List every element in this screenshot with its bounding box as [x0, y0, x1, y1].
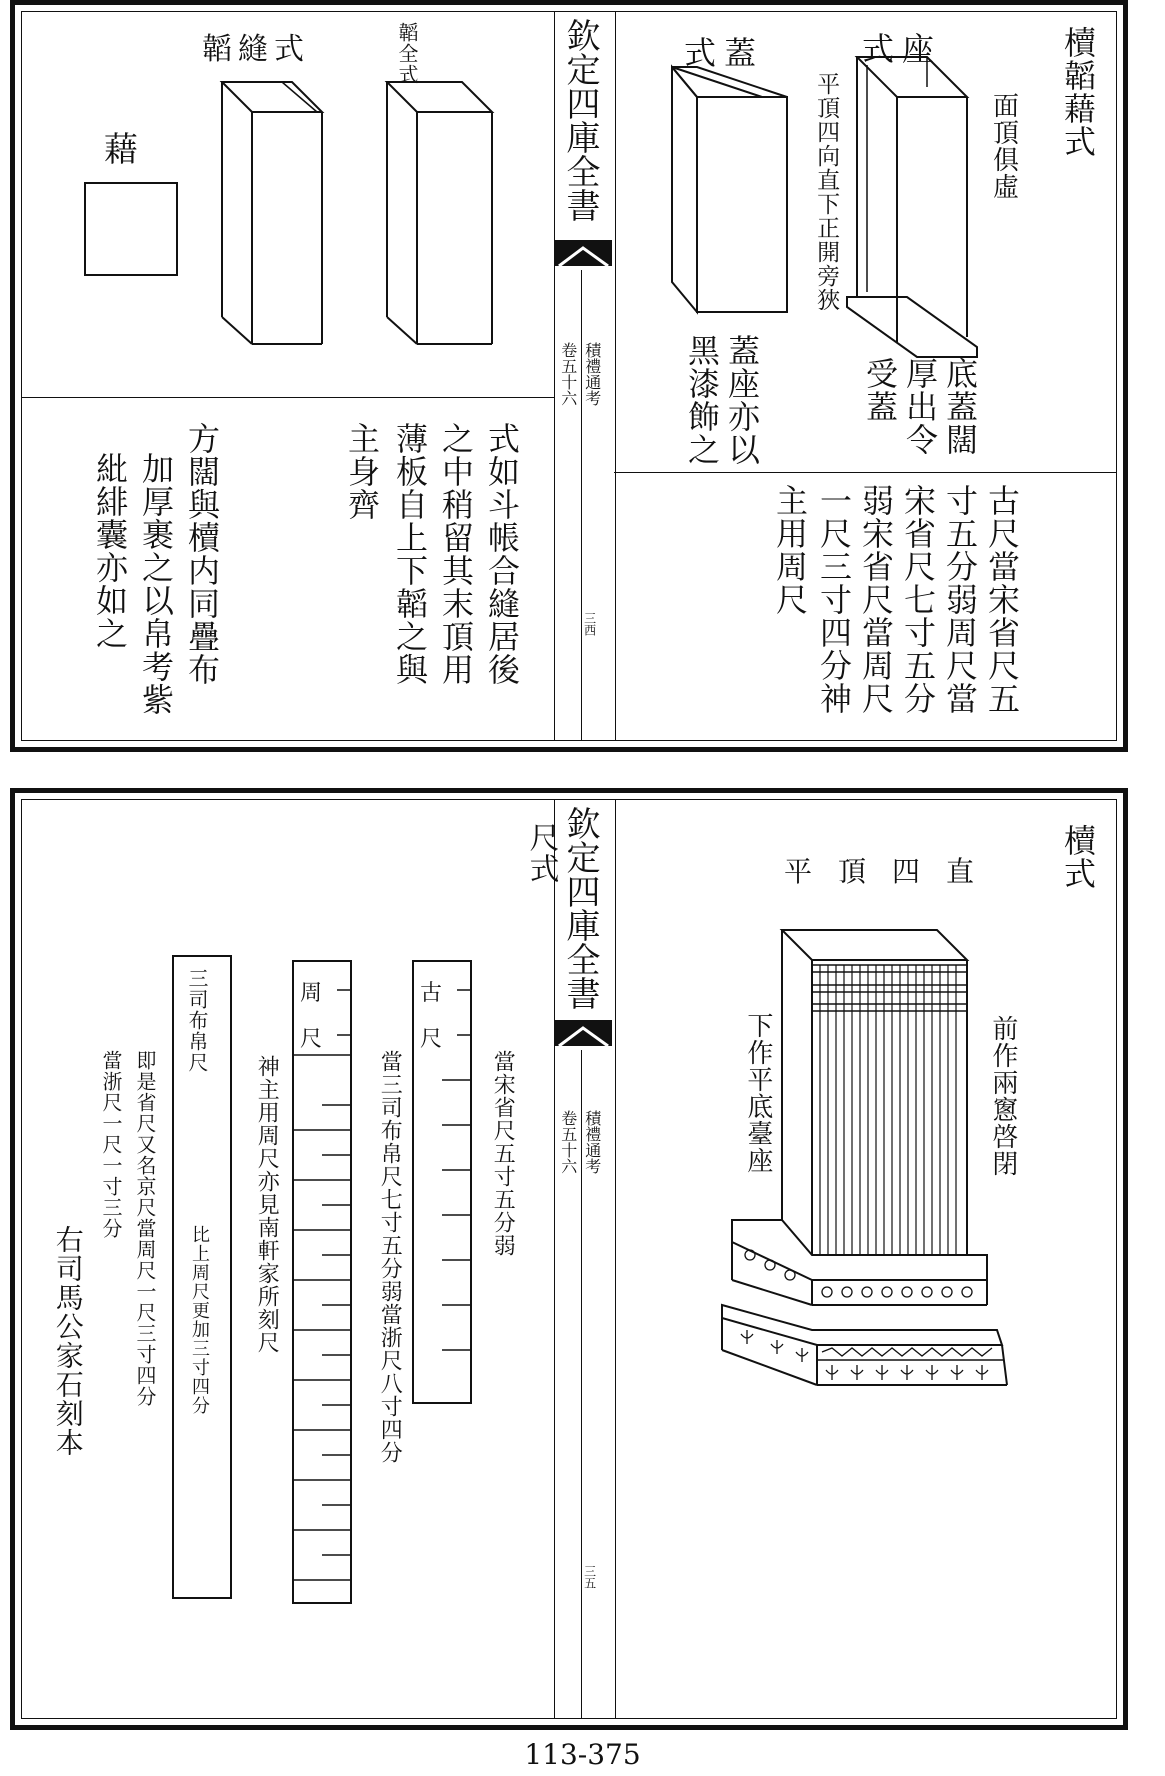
pouch-seam-box-drawing	[222, 82, 342, 352]
paint-note: 蓋座亦以黑漆飾之	[683, 334, 761, 466]
top-spine-book: 積禮通考	[582, 342, 602, 406]
mat-text-line-1: 方闊與櫝内同疊布	[183, 422, 221, 686]
ruler-text-line-6: 主用周尺	[771, 484, 809, 616]
top-spine-volume: 卷五十六	[558, 342, 578, 406]
front-window-note: 前作兩窻啓閉	[987, 1015, 1018, 1177]
pouch-text-line-4: 主身齊	[343, 422, 381, 521]
zhou-ruler-label-2: 尺	[300, 1027, 323, 1052]
ancient-ruler-note-2: 當三司布帛尺七寸五分弱當浙尺八寸四分	[377, 1050, 403, 1464]
bottom-page-frame	[21, 799, 1117, 1719]
lid-box-drawing	[672, 67, 812, 327]
ruler-text-block	[762, 484, 1022, 744]
source-note: 右司馬公家石刻本	[51, 1225, 85, 1457]
bottom-spine	[554, 800, 616, 1718]
top-spread	[10, 0, 1128, 752]
cloth-ruler-inner-note: 比上周尺更加三寸四分	[189, 1225, 210, 1415]
bottom-spine-book: 積禮通考	[582, 1110, 602, 1174]
mat-label: 藉	[104, 130, 138, 170]
top-spine-leaf: 三西	[582, 612, 597, 636]
flat-top-label: 平頂四直	[784, 855, 1001, 888]
ruler-heading: 尺式	[523, 822, 559, 884]
pouch-seam-label: 韜縫式	[202, 32, 310, 67]
top-left-divider	[22, 397, 554, 398]
cabinet-heading: 櫝式	[1059, 824, 1097, 890]
seat-note: 面頂俱虛	[988, 92, 1019, 200]
cloth-ruler-note: 即是省尺又名京尺當周尺一尺三寸四分	[133, 1050, 157, 1407]
mat-text-line-2: 加厚裹之以帛考紫	[137, 452, 175, 716]
ruler-text-line-2: 寸五分弱周尺當	[941, 484, 979, 715]
bottom-spine-rule	[581, 1050, 582, 1718]
ancient-ruler-note: 當宋省尺五寸五分弱	[490, 1050, 516, 1257]
mat-text-line-3: 紕緋囊亦如之	[91, 452, 129, 650]
bottom-spine-volume: 卷五十六	[558, 1110, 578, 1174]
seat-label: 式座	[862, 30, 943, 68]
bottom-spread	[10, 788, 1128, 1730]
zhou-ruler-label-1: 周	[300, 981, 323, 1006]
zhou-ruler-note: 神主用周尺亦見南軒家所刻尺	[254, 1055, 280, 1354]
pouch-text-line-2: 之中稍留其末頂用	[437, 422, 475, 686]
pouch-text-block	[322, 422, 522, 742]
top-spine-rule	[581, 270, 582, 740]
cloth-ruler-label: 三司布帛尺	[185, 968, 209, 1073]
bottom-fish-chevron-icon	[555, 1020, 612, 1050]
bottom-spine-leaf: 三五	[582, 1565, 597, 1589]
mat-text-block	[72, 422, 222, 742]
top-spine	[554, 12, 616, 740]
mat-square-drawing	[84, 182, 180, 278]
cabinet-drawing	[722, 920, 1042, 1560]
full-pouch-label: 韜全式	[395, 22, 419, 85]
ruler-text-line-5: 一尺三寸四分神	[815, 484, 853, 715]
zhou-ruler-drawing	[292, 960, 362, 1610]
ancient-ruler-label-2: 尺	[420, 1027, 443, 1052]
top-fish-chevron-icon	[555, 240, 612, 270]
bottom-spine-title: 欽定四庫全書	[560, 806, 600, 1010]
lid-label: 式蓋	[684, 34, 765, 72]
page-number: 113-375	[524, 1738, 641, 1771]
bottom-note: 底蓋闊厚出令受蓋	[861, 357, 979, 456]
ruler-text-line-4: 弱宋省尺當周尺	[857, 484, 895, 715]
pouch-text-line-1: 式如斗帳合縫居後	[483, 422, 521, 686]
pouch-text-line-3: 薄板自上下韜之與	[391, 422, 429, 686]
base-note: 下作平底臺座	[742, 1012, 773, 1174]
full-pouch-box-drawing	[387, 82, 512, 352]
top-right-heading: 櫝韜藉式	[1059, 26, 1097, 158]
cloth-ruler-note-2: 當浙尺一尺一寸三分	[99, 1050, 123, 1239]
ruler-text-line-3: 宋省尺七寸五分	[899, 484, 937, 715]
top-spine-title: 欽定四庫全書	[560, 18, 600, 222]
top-page-frame	[21, 11, 1117, 741]
lid-note: 平頂四向直下正開旁狹	[813, 72, 840, 312]
ancient-ruler-label-1: 古	[420, 981, 443, 1006]
ruler-text-line-1: 古尺當宋省尺五	[983, 484, 1021, 715]
